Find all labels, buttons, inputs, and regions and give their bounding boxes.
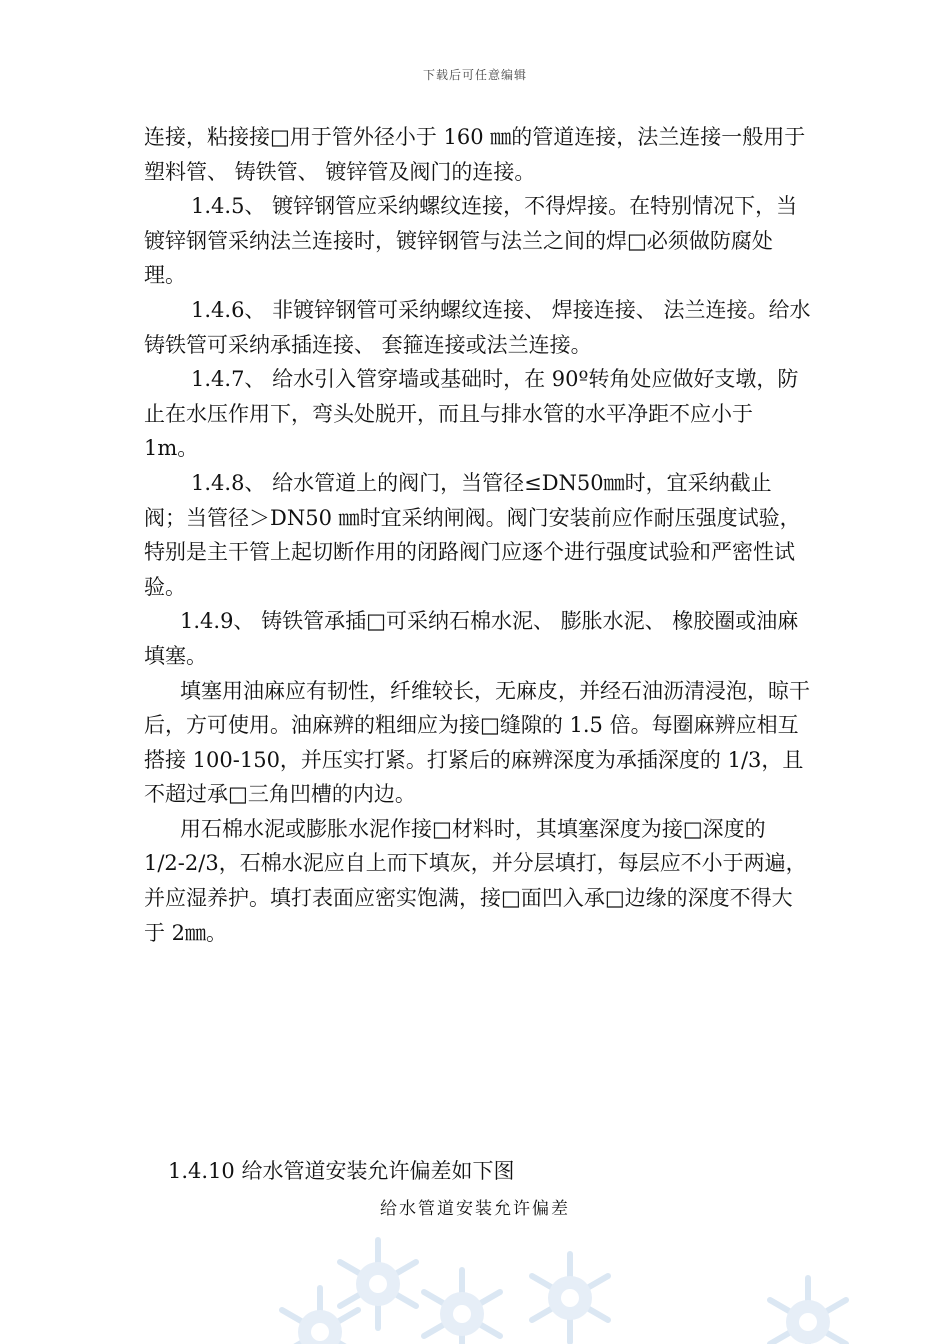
paragraph-1-4-5: 1.4.5、 镀锌钢管应采纳螺纹连接，不得焊接。在特别情况下，当镀锌钢管采纳法兰连接时，镀锌钢管与法兰之间的焊□必须做防腐处理。	[144, 194, 798, 288]
table-caption: 给水管道安装允许偏差	[380, 1199, 570, 1219]
paragraph-1-4-9: 1.4.9、 铸铁管承插□可采纳石棉水泥、 膨胀水泥、 橡胶圈或油麻填塞。	[144, 609, 799, 668]
page-header: 下载后可任意编辑	[422, 68, 527, 82]
section-title-1-4-10: 1.4.10 给水管道安装允许偏差如下图	[168, 1159, 515, 1183]
snowflake-watermark-icon	[0, 1236, 950, 1344]
paragraph-1-4-6: 1.4.6、 非镀锌钢管可采纳螺纹连接、 焊接连接、 法兰连接。给水铸铁管可采纳承插连接、 套箍连接或法兰连接。	[144, 297, 811, 357]
paragraph-1-4-7: 1.4.7、 给水引入管穿墙或基础时，在 90º转角处应做好支墩，防止在水压作用下，弯头处脱开，而且与排水管的水平净距不应小于 1m。	[144, 367, 799, 461]
paragraph-cement-filling: 用石棉水泥或膨胀水泥作接□材料时，其填塞深度为接□深度的 1/2-2/3，石棉水泥应自上而下填灰，并分层填打，每层应不小于两遍，并应湿养护。填打表面应密实饱满，接□面凹入承□边缘的深度不得大于 2㎜。	[144, 816, 807, 945]
paragraph-oakum-filling: 填塞用油麻应有韧性，纤维较长，无麻皮，并经石油沥清浸泡，晾干后，方可使用。油麻辨的粗细应为接□缝隙的 1.5 倍。每圈麻辨应相互搭接 100-150，并压实打紧。打紧后的麻辨深度为承插深度的 1/3，且不超过承□三角凹槽的内边。	[144, 678, 810, 807]
document-body	[144, 120, 812, 950]
paragraph-pipe-connection: 连接，粘接接□用于管外径小于 160 ㎜的管道连接，法兰连接一般用于塑料管、 铸铁管、 镀锌管及阀门的连接。	[144, 125, 806, 184]
paragraph-1-4-8: 1.4.8、 给水管道上的阀门，当管径≤DN50㎜时，宜采纳截止阀；当管径＞DN50 ㎜时宜采纳闸阀。阀门安装前应作耐压强度试验，特别是主干管上起切断作用的闭路阀门应逐个进行强度试验和严密性试验。	[144, 470, 801, 599]
